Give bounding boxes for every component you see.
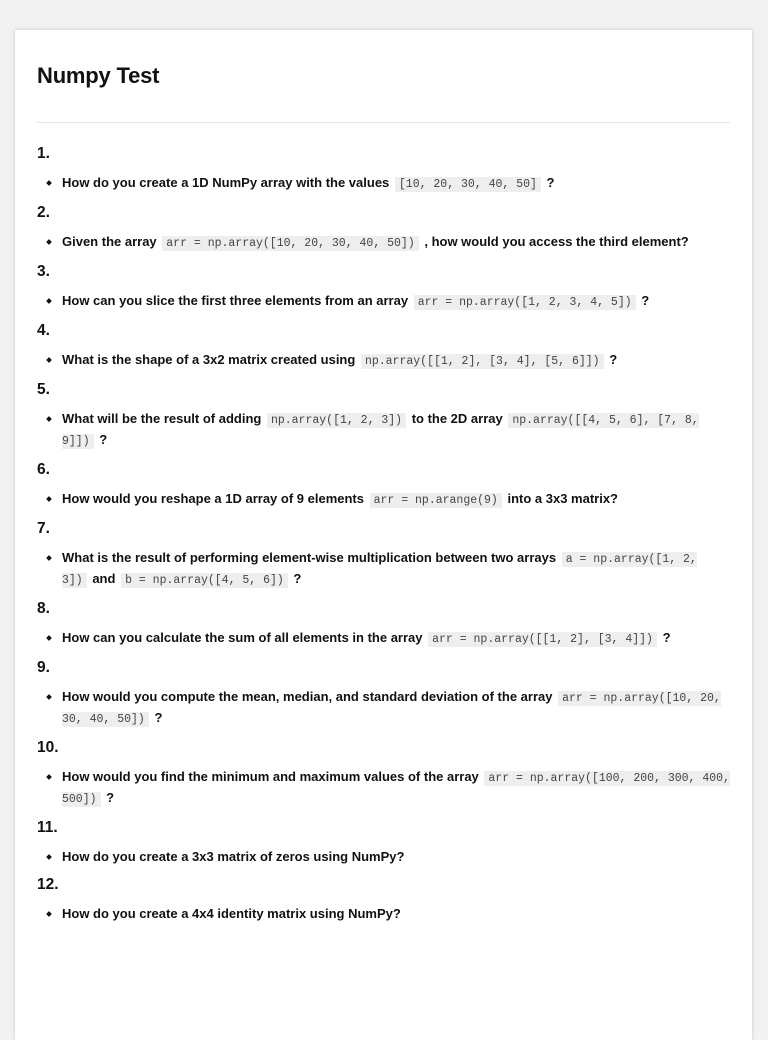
- question-number: 10.: [37, 739, 59, 756]
- code-snippet: arr = np.array([10, 20, 30, 40, 50]): [62, 692, 721, 726]
- bullet-icon: [46, 911, 52, 917]
- question-text-part: How would you find the minimum and maximum values of the array: [62, 769, 483, 784]
- question-text-part: ?: [150, 710, 163, 725]
- code-snippet: arr = np.array([1, 2, 3, 4, 5]): [414, 295, 636, 310]
- question-2: [37, 204, 730, 253]
- question-text-part: ?: [605, 352, 618, 367]
- question-text: [62, 687, 730, 729]
- bullet-icon: [46, 854, 52, 860]
- code-snippet: arr = np.array([100, 200, 300, 400, 500]): [62, 772, 730, 806]
- question-text: [62, 548, 730, 590]
- question-text-part: What is the result of performing element-wise multiplication between two arrays: [62, 550, 560, 565]
- question-text-part: ?: [102, 790, 115, 805]
- question-text-part: ?: [289, 571, 302, 586]
- question-text: [62, 350, 730, 371]
- question-text-part: ?: [95, 432, 108, 447]
- bullet-icon: [46, 635, 52, 641]
- question-number: 12.: [37, 876, 59, 893]
- question-text-part: into a 3x3 matrix?: [503, 491, 618, 506]
- question-4: [37, 322, 730, 371]
- question-text-part: How can you calculate the sum of all elements in the array: [62, 630, 427, 645]
- question-11: [37, 819, 730, 866]
- question-text-part: How can you slice the first three elements from an array: [62, 293, 412, 308]
- bullet-icon: [46, 555, 52, 561]
- question-text-part: and: [88, 571, 120, 586]
- question-number: 6.: [37, 461, 50, 478]
- question-text-part: How would you reshape a 1D array of 9 elements: [62, 491, 368, 506]
- bullet-icon: [46, 774, 52, 780]
- question-number: 3.: [37, 263, 50, 280]
- question-text-part: How do you create a 4x4 identity matrix using NumPy?: [62, 906, 401, 921]
- question-3: [37, 263, 730, 312]
- question-text-part: What will be the result of adding: [62, 411, 265, 426]
- question-number: 8.: [37, 600, 50, 617]
- question-text-part: to the 2D array: [408, 411, 507, 426]
- question-9: [37, 659, 730, 729]
- question-list: [37, 145, 730, 923]
- question-text: [62, 628, 730, 649]
- question-12: [37, 876, 730, 923]
- question-10: [37, 739, 730, 809]
- bullet-icon: [46, 694, 52, 700]
- question-number: 9.: [37, 659, 50, 676]
- question-number: 1.: [37, 145, 50, 162]
- code-snippet: b = np.array([4, 5, 6]): [121, 573, 288, 588]
- code-snippet: np.array([[1, 2], [3, 4], [5, 6]]): [361, 354, 604, 369]
- question-text-part: ?: [637, 293, 650, 308]
- question-text: [62, 232, 730, 253]
- bullet-icon: [46, 180, 52, 186]
- question-text-part: , how would you access the third element?: [420, 234, 689, 249]
- question-number: 2.: [37, 204, 50, 221]
- code-snippet: a = np.array([1, 2, 3]): [62, 553, 697, 587]
- question-6: [37, 461, 730, 510]
- code-snippet: arr = np.array([[1, 2], [3, 4]]): [428, 632, 657, 647]
- bullet-icon: [46, 239, 52, 245]
- bullet-icon: [46, 298, 52, 304]
- question-number: 7.: [37, 520, 50, 537]
- question-number: 5.: [37, 381, 50, 398]
- question-text-part: What is the shape of a 3x2 matrix created using: [62, 352, 359, 367]
- title-divider: [37, 122, 730, 123]
- question-8: [37, 600, 730, 649]
- document-page: [15, 30, 752, 1040]
- question-text: [62, 489, 730, 510]
- bullet-icon: [46, 496, 52, 502]
- question-text: [62, 291, 730, 312]
- code-snippet: arr = np.arange(9): [370, 493, 502, 508]
- question-text: [62, 409, 730, 451]
- code-snippet: np.array([[4, 5, 6], [7, 8, 9]]): [62, 414, 699, 448]
- question-7: [37, 520, 730, 590]
- question-number: 11.: [37, 819, 58, 836]
- bullet-icon: [46, 357, 52, 363]
- question-text: [62, 767, 730, 809]
- code-snippet: [10, 20, 30, 40, 50]: [395, 177, 541, 192]
- page-title: Numpy Test: [37, 63, 160, 88]
- code-snippet: arr = np.array([10, 20, 30, 40, 50]): [162, 236, 418, 251]
- question-text: [62, 847, 730, 866]
- question-text: [62, 904, 730, 923]
- question-5: [37, 381, 730, 451]
- question-text-part: ?: [658, 630, 671, 645]
- question-text-part: How do you create a 1D NumPy array with the values: [62, 175, 393, 190]
- question-number: 4.: [37, 322, 50, 339]
- code-snippet: np.array([1, 2, 3]): [267, 413, 406, 428]
- question-text-part: Given the array: [62, 234, 161, 249]
- question-text: [62, 173, 730, 194]
- question-text-part: ?: [542, 175, 555, 190]
- question-text-part: How do you create a 3x3 matrix of zeros using NumPy?: [62, 849, 405, 864]
- question-1: [37, 145, 730, 194]
- bullet-icon: [46, 416, 52, 422]
- question-text-part: How would you compute the mean, median, and standard deviation of the array: [62, 689, 557, 704]
